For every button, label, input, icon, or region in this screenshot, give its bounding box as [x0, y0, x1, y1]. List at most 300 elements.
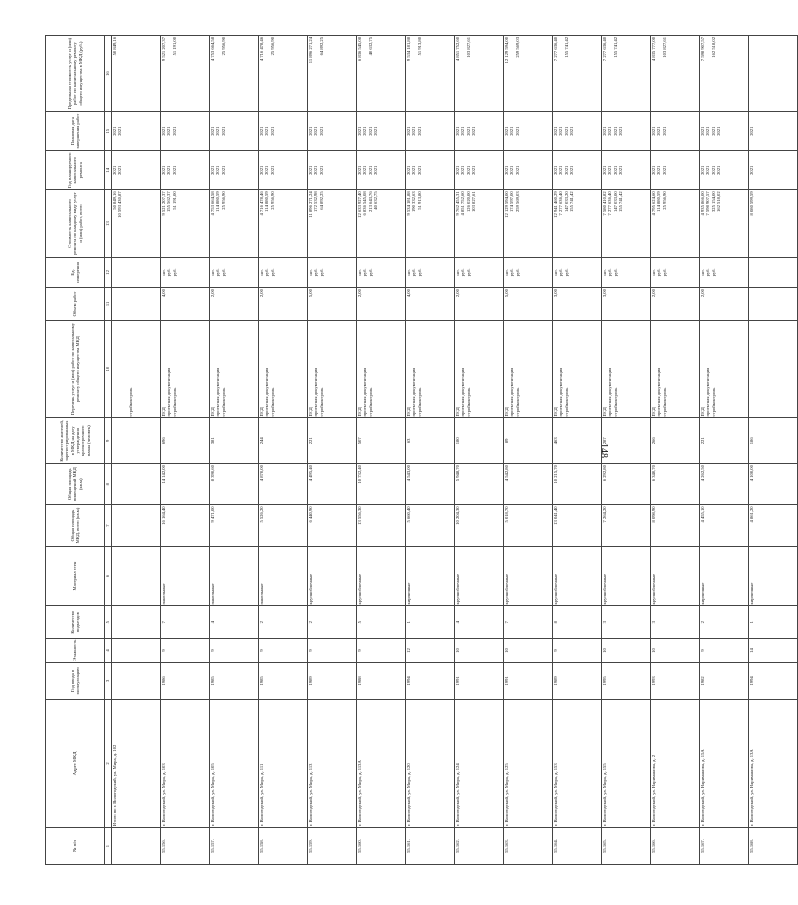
completion-year-line	[226, 113, 231, 149]
work-list-line	[324, 322, 329, 417]
total-area-cell: 7 264,20	[602, 505, 651, 546]
column-number: 12	[105, 257, 112, 287]
planned-year-line: 2021	[618, 165, 624, 175]
floor-count-cell: 9	[259, 639, 308, 663]
unit-list-line: шт.	[210, 269, 215, 276]
wall-material-cell: панельные	[210, 546, 259, 606]
total-area-cell: 9 471,00	[210, 505, 259, 546]
unit-list-line: руб.	[367, 268, 373, 277]
cost-list-line	[275, 191, 280, 255]
planned-year-cell	[259, 151, 308, 190]
completion-year-line: 2021	[716, 126, 722, 136]
row-number-cell: 55.159.	[308, 828, 357, 865]
year-built-cell: 1995	[602, 662, 651, 699]
cost-list-line: 7 277 636,40	[607, 191, 613, 216]
unit-list-cell	[553, 257, 602, 287]
unit-list-line: руб.	[465, 268, 471, 277]
work-list-line: ПСД	[161, 407, 166, 417]
address-cell: г. Вологодский, ул. Мира, д. 125	[504, 699, 553, 827]
unit-list-line: шт.	[406, 269, 411, 276]
cost-limit-line	[324, 37, 329, 110]
cost-limit-line: 162 518,02	[710, 37, 716, 58]
planned-year-line: 2021	[357, 165, 362, 175]
row-number-cell: 55.158.	[259, 828, 308, 865]
unit-list-line: руб.	[166, 268, 172, 277]
planned-year-line	[177, 152, 182, 188]
planned-year-cell	[112, 151, 161, 190]
address-cell: г. Вологодский, ул. Мира, д. 155	[602, 699, 651, 827]
unit-list-line: руб.	[313, 268, 319, 277]
premises-area-cell: 10 732,40	[357, 464, 406, 505]
unit-list-line: руб.	[460, 268, 466, 277]
work-list-line: проектная документация	[411, 367, 417, 417]
table-row	[602, 36, 651, 865]
floor-count-cell: 9	[308, 639, 357, 663]
cost-limit-cell	[455, 36, 504, 112]
planned-year-line: 2021	[509, 165, 515, 175]
completion-year-line: 2021	[612, 126, 618, 136]
cost-limit-line: 64 892,25	[318, 37, 324, 56]
unit-list-line	[569, 259, 574, 286]
work-list-line	[618, 322, 623, 417]
entrance-count-cell: 2	[308, 606, 357, 639]
cost-limit-line: 25 956,90	[220, 37, 226, 56]
unit-list-line: руб.	[661, 268, 667, 277]
premises-area-cell: 6 292,80	[602, 464, 651, 505]
cost-list-line: 25 956,90	[269, 191, 275, 210]
work-list-line: ПСД	[504, 407, 509, 417]
completion-year-line: 2021	[411, 126, 417, 136]
planned-year-line: 2021	[269, 165, 275, 175]
cost-list-line: 50 849,16	[112, 191, 117, 210]
residents-count-cell: 221	[308, 418, 357, 464]
work-volume-cell	[112, 288, 161, 321]
planned-year-line: 2021	[318, 165, 324, 175]
entrance-count-cell: 3	[602, 606, 651, 639]
unit-list-line: шт.	[602, 269, 607, 276]
work-list-cell	[700, 320, 749, 418]
work-list-line	[422, 322, 427, 417]
planned-year-line: 2021	[166, 165, 172, 175]
unit-list-line: шт.	[651, 269, 656, 276]
cost-limit-line	[128, 37, 133, 110]
unit-list-line: руб.	[705, 268, 711, 277]
completion-year-cell	[161, 112, 210, 151]
unit-list-line: руб.	[362, 268, 368, 277]
row-number-cell: 55.165.	[602, 828, 651, 865]
cost-list-line: 155 741,42	[569, 191, 575, 213]
completion-year-line: 2021	[602, 126, 607, 136]
planned-year-line	[520, 152, 525, 188]
address-cell: г. Вологодский, ул. Мира, д. 113	[308, 699, 357, 827]
completion-year-line: 2021	[553, 126, 558, 136]
table-row	[308, 36, 357, 865]
wall-material-cell: крупноблочные	[553, 546, 602, 606]
floor-count-cell: 9	[210, 639, 259, 663]
cost-list-line	[177, 191, 182, 255]
floor-count-cell: 9	[553, 639, 602, 663]
cost-limit-line: 103 827,61	[661, 37, 667, 58]
planned-year-line: 2021	[602, 165, 607, 175]
work-list-cell	[161, 320, 210, 418]
cost-list-line: 155 562,37	[166, 191, 172, 213]
work-list-cell	[112, 320, 161, 418]
completion-year-line: 2021	[259, 126, 264, 136]
cost-list-line: 12 129 594,00	[504, 191, 509, 218]
planned-year-line: 2021	[313, 165, 319, 175]
work-list-line: проектная документация	[558, 367, 564, 417]
header-cell: Адрес МКД	[46, 699, 105, 827]
year-built-cell: 1989	[308, 662, 357, 699]
planned-year-line: 2021	[367, 165, 373, 175]
completion-year-line: 2021	[264, 126, 270, 136]
completion-year-line: 2021	[357, 126, 362, 136]
cost-list-line: 7 598 907,57	[705, 191, 711, 216]
cost-list-line: 114 880,59	[215, 191, 221, 212]
header-cell: Общая площадь помещений МКД (кв.м)	[46, 464, 105, 505]
work-list-line	[765, 322, 770, 417]
completion-year-line: 2021	[373, 126, 379, 136]
completion-year-cell	[308, 112, 357, 151]
planned-year-line: 2021	[161, 165, 166, 175]
total-area-cell: 5 660,40	[406, 505, 455, 546]
completion-year-line: 2021	[171, 126, 177, 136]
completion-year-line: 2021	[607, 126, 613, 136]
completion-year-cell	[504, 112, 553, 151]
unit-list-line	[275, 259, 280, 286]
residents-count-cell: 696	[161, 418, 210, 464]
unit-list-line	[373, 259, 378, 286]
unit-list-cell	[700, 257, 749, 287]
unit-list-line: шт.	[455, 269, 460, 276]
cost-limit-line: 7 598 907,57	[700, 37, 705, 62]
total-area-cell: 8 098,90	[651, 505, 700, 546]
unit-list-line	[324, 259, 329, 286]
completion-year-line: 2021	[509, 126, 515, 136]
unit-list-line: руб.	[411, 268, 417, 277]
cost-list-line: 9 534 181,88	[406, 191, 411, 216]
completion-year-line: 2021	[406, 126, 411, 136]
cost-list-line: 114 880,59	[656, 191, 662, 212]
cost-limit-line: 155 741,42	[563, 37, 569, 58]
cost-list-line	[324, 191, 329, 255]
work-list-line: ПСД	[455, 407, 460, 417]
header-cell: Стоимость капитального ремонта по каждому виду услуг и (или) работ, всего	[46, 190, 105, 257]
row-number-cell: 55.164.	[553, 828, 602, 865]
total-area-cell	[112, 505, 161, 546]
completion-year-line: 2021	[318, 126, 324, 136]
completion-year-line: 2021	[269, 126, 275, 136]
unit-list-cell	[161, 257, 210, 287]
entrance-count-cell: 3	[651, 606, 700, 639]
work-list-line: ПСД	[602, 407, 607, 417]
completion-year-cell	[553, 112, 602, 151]
header-cell: Этажность	[46, 639, 105, 663]
unit-list-cell	[651, 257, 700, 287]
residents-count-cell: 186	[749, 418, 798, 464]
wall-material-cell: кирпичные	[749, 546, 798, 606]
work-list-line: стройконтроль	[710, 387, 716, 417]
work-list-line	[226, 322, 231, 417]
work-list-line: проектная документация	[215, 367, 221, 417]
work-list-line	[716, 322, 721, 417]
wall-material-cell	[112, 546, 161, 606]
wall-material-cell: крупноблочные	[602, 546, 651, 606]
unit-list-line: руб.	[558, 268, 564, 277]
cost-list-line: 51 913,80	[416, 191, 422, 210]
completion-year-line: 2021	[504, 126, 509, 136]
cost-limit-line: 9 521 207,37	[161, 37, 166, 62]
planned-year-line	[275, 152, 280, 188]
planned-year-cell	[210, 151, 259, 190]
planned-year-line: 2021	[460, 165, 466, 175]
planned-year-line: 2021	[406, 165, 411, 175]
cost-list-line: 147 033,00	[612, 191, 618, 213]
planned-year-line: 2021	[563, 165, 569, 175]
cost-limit-line: 6 836 545,08	[357, 37, 362, 62]
cost-limit-cell	[749, 36, 798, 112]
column-number: 8	[105, 464, 112, 505]
floor-count-cell: 14	[749, 639, 798, 663]
completion-year-line: 2021	[112, 126, 117, 136]
work-list-cell	[308, 320, 357, 418]
premises-area-cell: 4 495,40	[308, 464, 357, 505]
completion-year-line: 2021	[313, 126, 319, 136]
table-row	[455, 36, 504, 865]
cost-list-line: 126 020,00	[465, 191, 471, 213]
planned-year-line: 2021	[569, 165, 575, 175]
address-cell: г. Вологодский, ул. Мира, д. 120	[406, 699, 455, 827]
planned-year-line: 2021	[514, 165, 520, 175]
completion-year-cell	[700, 112, 749, 151]
cost-limit-line	[618, 37, 623, 110]
completion-year-line: 2021	[455, 126, 460, 136]
residents-count-cell	[112, 418, 161, 464]
row-number-cell: 55.167.	[700, 828, 749, 865]
planned-year-cell	[161, 151, 210, 190]
entrance-count-cell	[112, 606, 161, 639]
completion-year-line: 2021	[514, 126, 520, 136]
cost-limit-line: 155 741,42	[612, 37, 618, 58]
cost-list-line: 259 569,03	[514, 191, 520, 213]
work-volume-cell: 5,00	[308, 288, 357, 321]
column-number: 14	[105, 151, 112, 190]
work-volume-cell: 3,00	[553, 288, 602, 321]
residents-count-cell: 221	[700, 418, 749, 464]
column-number: 6	[105, 546, 112, 606]
work-list-line	[667, 322, 672, 417]
work-list-line: стройконтроль	[416, 387, 422, 417]
column-number: 13	[105, 190, 112, 257]
cost-limit-line: 103 827,61	[465, 37, 471, 58]
residents-count-cell: 266	[651, 418, 700, 464]
cost-list-cell	[504, 190, 553, 257]
work-volume-cell: 2,00	[455, 288, 504, 321]
completion-year-line: 2021	[569, 126, 575, 136]
premises-area-cell: 4 542,80	[504, 464, 553, 505]
cost-list-cell	[406, 190, 455, 257]
entrance-count-cell: 7	[504, 606, 553, 639]
column-number: 11	[105, 288, 112, 321]
cost-list-line: 155 741,42	[618, 191, 624, 213]
premises-area-cell	[112, 464, 161, 505]
table-row	[161, 36, 210, 865]
floor-count-cell: 10	[651, 639, 700, 663]
completion-year-line: 2021	[166, 126, 172, 136]
work-list-cell	[455, 320, 504, 418]
cost-list-cell	[749, 190, 798, 257]
premises-area-cell: 14 142,00	[161, 464, 210, 505]
table-row	[112, 36, 161, 865]
work-list-line: ПСД	[259, 407, 264, 417]
premises-area-cell: 4 262,50	[700, 464, 749, 505]
completion-year-line: 2021	[705, 126, 711, 136]
cost-list-line: 114 880,59	[264, 191, 270, 212]
unit-list-line	[422, 259, 427, 286]
entrance-count-cell: 1	[749, 606, 798, 639]
planned-year-cell	[357, 151, 406, 190]
planned-year-cell	[749, 151, 798, 190]
work-list-line: проектная документация	[607, 367, 613, 417]
completion-year-line	[520, 113, 525, 149]
unit-list-cell	[112, 257, 161, 287]
column-number-row	[105, 36, 112, 865]
total-area-cell: 5 526,20	[259, 505, 308, 546]
residents-count-cell: 63	[406, 418, 455, 464]
unit-list-line	[471, 259, 476, 286]
work-volume-cell: 2,00	[357, 288, 406, 321]
year-built-cell: 1985	[210, 662, 259, 699]
cost-list-line: 6 836 545,08	[362, 191, 368, 216]
header-cell: Плановая дата завершения работ	[46, 112, 105, 151]
row-number-cell: 55.160.	[357, 828, 406, 865]
work-list-cell	[602, 320, 651, 418]
completion-year-cell	[602, 112, 651, 151]
planned-year-line: 2021	[705, 165, 711, 175]
premises-area-cell: 6 340,70	[651, 464, 700, 505]
planned-year-line: 2021	[656, 165, 662, 175]
floor-count-cell: 9	[161, 639, 210, 663]
unit-list-cell	[455, 257, 504, 287]
completion-year-line	[128, 113, 133, 149]
cost-limit-line: 40 632,75	[367, 37, 373, 56]
header-cell: Количество жителей, зарегистрированных в МКД на дату утверждения краткосрочного плана (человек)	[46, 418, 105, 464]
cost-list-line	[128, 191, 133, 255]
total-area-cell: 13 556,30	[357, 505, 406, 546]
planned-year-line: 2021	[259, 165, 264, 175]
unit-list-line: руб.	[215, 268, 221, 277]
work-volume-cell	[749, 288, 798, 321]
residents-count-cell: 180	[455, 418, 504, 464]
work-list-line: ПСД	[210, 407, 215, 417]
cost-limit-line	[177, 37, 182, 110]
cost-list-line: 325 154,00	[710, 191, 716, 213]
wall-material-cell: панельные	[259, 546, 308, 606]
cost-limit-line: 25 956,90	[269, 37, 275, 56]
table-row	[259, 36, 308, 865]
row-number-cell: 55.162.	[455, 828, 504, 865]
address-cell: г. Вологодский, ул. Нариманова, д. 15А	[700, 699, 749, 827]
cost-list-line	[520, 191, 525, 255]
cost-limit-line	[765, 37, 770, 110]
planned-year-line	[128, 152, 133, 188]
unit-list-cell	[749, 257, 798, 287]
planned-year-line: 2021	[171, 165, 177, 175]
cost-limit-line: 4 716 478,46	[259, 37, 264, 62]
row-number-cell: 55.157.	[210, 828, 259, 865]
unit-list-line: руб.	[607, 268, 613, 277]
work-list-line	[275, 322, 280, 417]
year-built-cell: 1988	[357, 662, 406, 699]
address-cell: г. Вологодский, ул. Мира, д. 105	[210, 699, 259, 827]
cost-list-cell	[455, 190, 504, 257]
planned-year-line: 2021	[264, 165, 270, 175]
planned-year-line: 2021	[612, 165, 618, 175]
work-list-line	[471, 322, 476, 417]
column-number: 5	[105, 606, 112, 639]
cost-list-line: 4 935 866,00	[700, 191, 705, 216]
table-row	[700, 36, 749, 865]
register-table-container	[45, 35, 754, 865]
wall-material-cell: кирпичные	[700, 546, 749, 606]
completion-year-line: 2021	[656, 126, 662, 136]
column-number: 16	[105, 36, 112, 112]
wall-material-cell: кирпичные	[406, 546, 455, 606]
entrance-count-cell: 4	[455, 606, 504, 639]
floor-count-cell: 10	[504, 639, 553, 663]
cost-limit-cell	[700, 36, 749, 112]
cost-list-cell	[308, 190, 357, 257]
page-number: 148	[598, 443, 609, 458]
completion-year-line: 2021	[161, 126, 166, 136]
planned-year-line: 2021	[117, 165, 123, 175]
row-number-cell: 55.163.	[504, 828, 553, 865]
planned-year-line	[324, 152, 329, 188]
unit-list-line: руб.	[710, 268, 716, 277]
completion-year-line	[324, 113, 329, 149]
planned-year-cell	[553, 151, 602, 190]
cost-list-line: 64 892,25	[318, 191, 324, 210]
work-list-line: ПСД	[357, 407, 362, 417]
completion-year-line: 2021	[220, 126, 226, 136]
floor-count-cell: 10	[455, 639, 504, 663]
work-list-line: ПСД	[553, 407, 558, 417]
unit-list-line: шт.	[308, 269, 313, 276]
cost-limit-line: 12 129 594,00	[504, 37, 509, 64]
work-list-line: проектная документация	[264, 367, 270, 417]
completion-year-line	[422, 113, 427, 149]
work-list-line: проектная документация	[460, 367, 466, 417]
completion-year-line: 2021	[749, 126, 754, 136]
work-list-line: стройконтроль	[612, 387, 618, 417]
cost-list-line: 174 597,00	[509, 191, 515, 213]
premises-area-cell: 8 390,60	[210, 464, 259, 505]
header-cell: Перечень услуг и (или) работ по капитальному ремонту общего имущества МКД	[46, 320, 105, 418]
cost-list-line: 25 956,90	[220, 191, 226, 210]
unit-list-line: руб.	[656, 268, 662, 277]
completion-year-line: 2021	[661, 126, 667, 136]
planned-year-line: 2021	[710, 165, 716, 175]
address-cell: г. Вологодский, ул. Мира, д. 111	[259, 699, 308, 827]
residents-count-cell: 463	[553, 418, 602, 464]
cost-list-line	[765, 191, 770, 255]
unit-list-line: шт.	[161, 269, 166, 276]
work-volume-cell: 2,00	[259, 288, 308, 321]
header-cell: Год планируемого капитального ремонта	[46, 151, 105, 190]
year-built-cell	[112, 662, 161, 699]
planned-year-line: 2021	[455, 165, 460, 175]
premises-area-cell: 5 948,70	[455, 464, 504, 505]
